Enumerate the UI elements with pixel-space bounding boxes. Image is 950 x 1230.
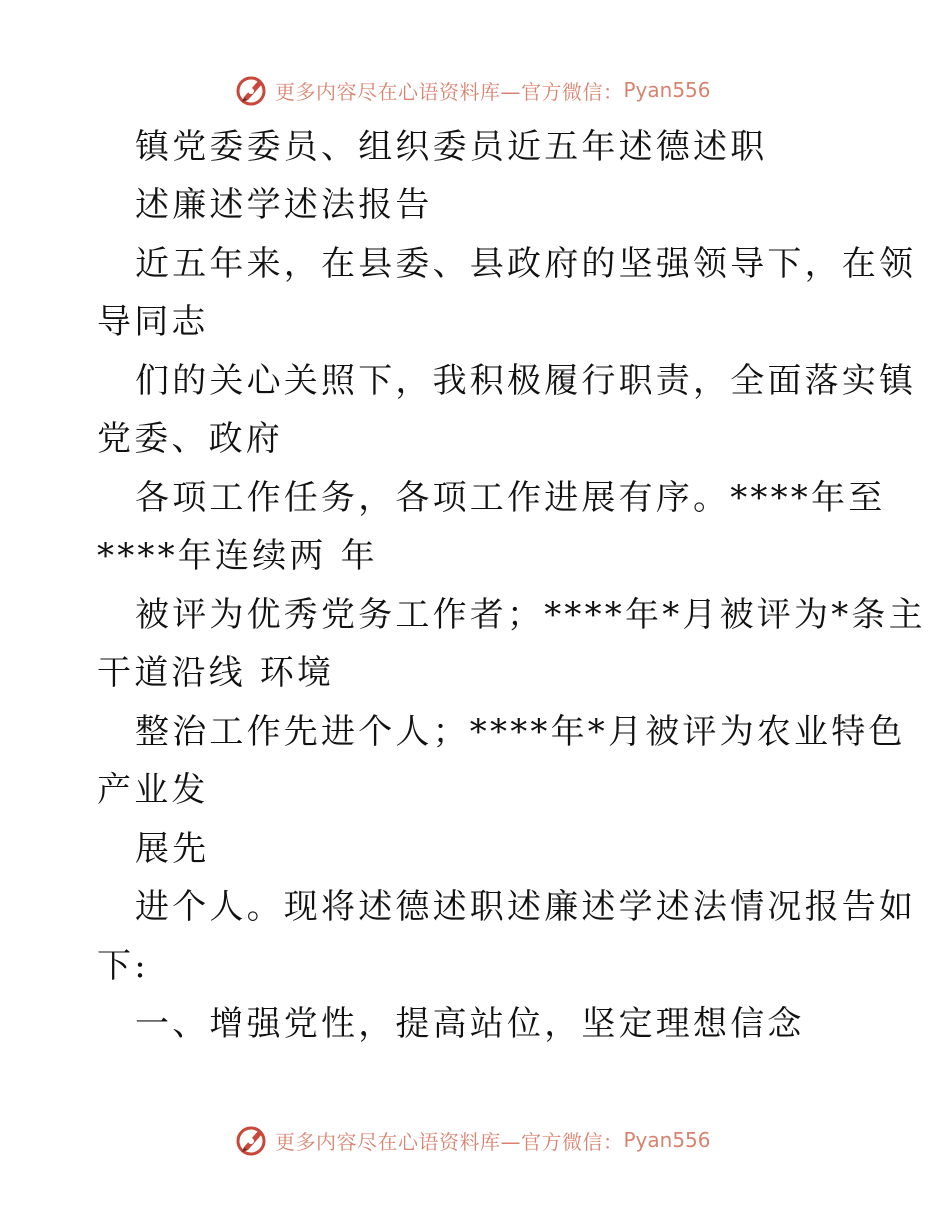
watermark-wechat-id: Pyan556 <box>623 1128 711 1152</box>
paragraph-line: 进个人。现将述德述职述廉述学述法情况报告如 <box>135 887 917 927</box>
paragraph-line: 近五年来，在县委、县政府的坚强领导下，在领 <box>135 244 917 284</box>
pen-circle-logo-icon <box>235 1123 269 1157</box>
watermark-text: 更多内容尽在心语资料库—官方微信： <box>275 1129 624 1154</box>
footer-watermark <box>235 1122 711 1158</box>
paragraph-line: 整治工作先进个人；****年*月被评为农业特色 <box>135 712 906 752</box>
paragraph-line: 们的关心关照下，我积极履行职责，全面落实镇 <box>135 361 917 401</box>
paragraph-line: 展先 <box>135 829 210 869</box>
paragraph-line: 产业发 <box>97 770 209 810</box>
section-heading-1: 一、增强党性，提高站位，坚定理想信念 <box>135 1004 805 1044</box>
watermark-wechat-id: Pyan556 <box>623 78 711 102</box>
paragraph-line: 被评为优秀党务工作者；****年*月被评为*条主 <box>135 595 926 635</box>
title-line-1: 镇党委委员、组织委员近五年述德述职 <box>135 127 768 167</box>
paragraph-line: 导同志 <box>97 302 209 342</box>
paragraph-line: 干道沿线 环境 <box>97 653 335 693</box>
watermark-text: 更多内容尽在心语资料库—官方微信： <box>275 79 624 104</box>
paragraph-line: 党委、政府 <box>97 419 283 459</box>
title-line-2: 述廉述学述法报告 <box>135 185 433 225</box>
paragraph-line: ****年连续两 年 <box>97 536 378 576</box>
paragraph-line: 各项工作任务，各项工作进展有序。****年至 <box>135 478 886 518</box>
paragraph-line: 下: <box>97 946 149 986</box>
